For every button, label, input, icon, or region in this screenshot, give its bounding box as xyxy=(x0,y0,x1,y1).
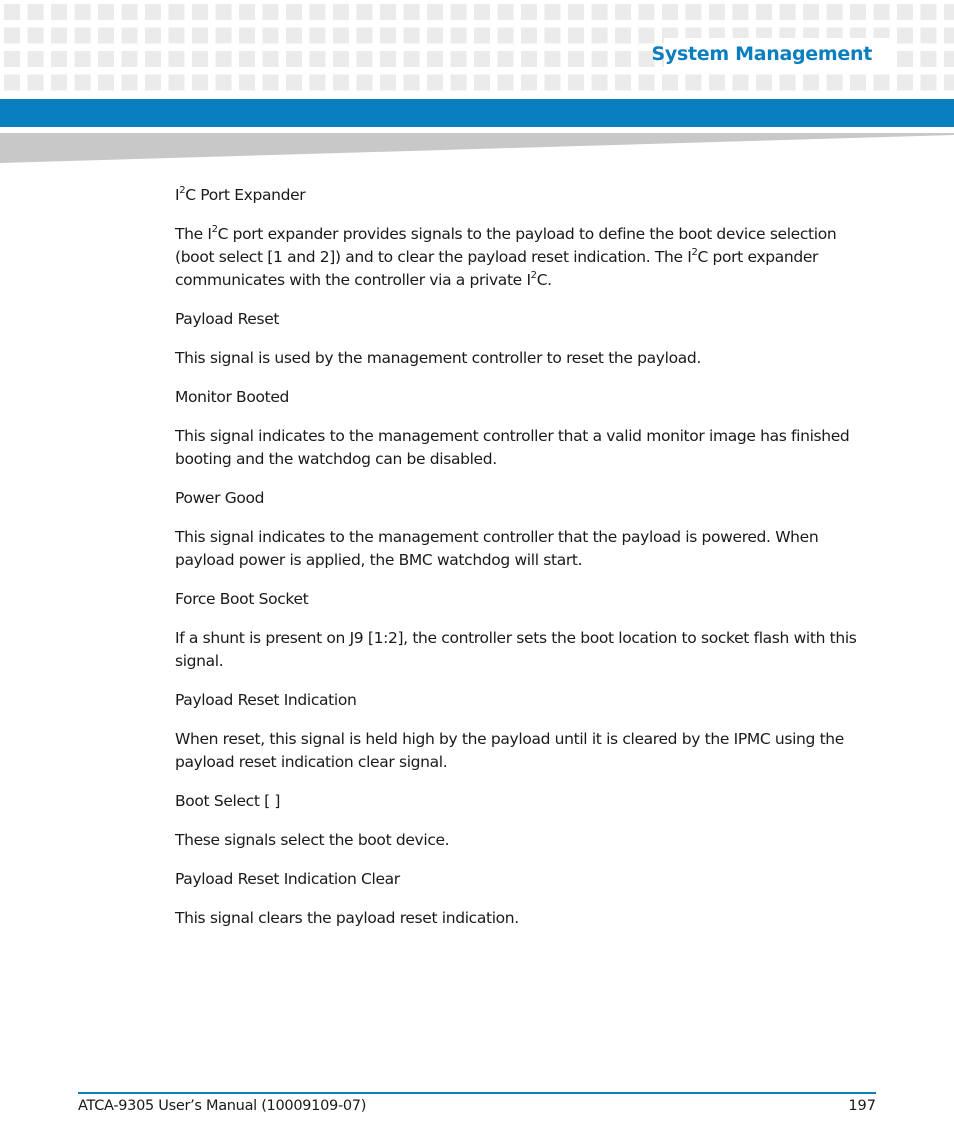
section-label-force-boot-socket: Force Boot Socket xyxy=(175,590,309,608)
section-body-i2c-port-expander: The $I^2C$ port expander provides signals to the payload to define the boot device selection (boot select [1 and 2]) and to clear the payload reset indication. The $I^2C$ port expander communicates with the controller via a private $I^2C$. xyxy=(175,223,837,289)
section-label-boot-select: Boot Select [ ] xyxy=(175,792,281,810)
section-label-payload-reset-indication-clear: Payload Reset Indication Clear xyxy=(175,870,400,888)
section-body-force-boot-socket: If a shunt is present on J9 [1:2], the controller sets the boot location to socket flash with this signal. xyxy=(175,629,857,670)
footer-rule xyxy=(78,1092,876,1094)
header-gray-wedge xyxy=(0,133,954,163)
section-label-i2c-port-expander: $I^2C$ Port Expander xyxy=(175,184,306,204)
section-label-payload-reset-indication: Payload Reset Indication xyxy=(175,691,357,709)
document-body xyxy=(175,184,880,946)
page-section-title: System Management xyxy=(651,43,872,65)
section-body-monitor-booted: This signal indicates to the management controller that a valid monitor image has finished booting and the watchdog can be disabled. xyxy=(175,427,850,468)
section-body-boot-select: These signals select the boot device. xyxy=(175,831,450,849)
section-body-power-good: This signal indicates to the management controller that the payload is powered. When payload power is applied, the BMC watchdog will start. xyxy=(175,528,819,569)
section-body-payload-reset-indication-clear: This signal clears the payload reset indication. xyxy=(175,909,519,927)
section-body-payload-reset: This signal is used by the management controller to reset the payload. xyxy=(175,349,701,367)
header-blue-band xyxy=(0,99,954,127)
section-body-payload-reset-indication: When reset, this signal is held high by the payload until it is cleared by the IPMC using the payload reset indication clear signal. xyxy=(175,730,844,771)
section-label-payload-reset: Payload Reset xyxy=(175,310,280,328)
section-label-power-good: Power Good xyxy=(175,489,265,507)
footer-page-number: 197 xyxy=(848,1098,876,1114)
footer-manual-title: ATCA-9305 User’s Manual (10009109-07) xyxy=(78,1098,367,1114)
section-label-monitor-booted: Monitor Booted xyxy=(175,388,289,406)
